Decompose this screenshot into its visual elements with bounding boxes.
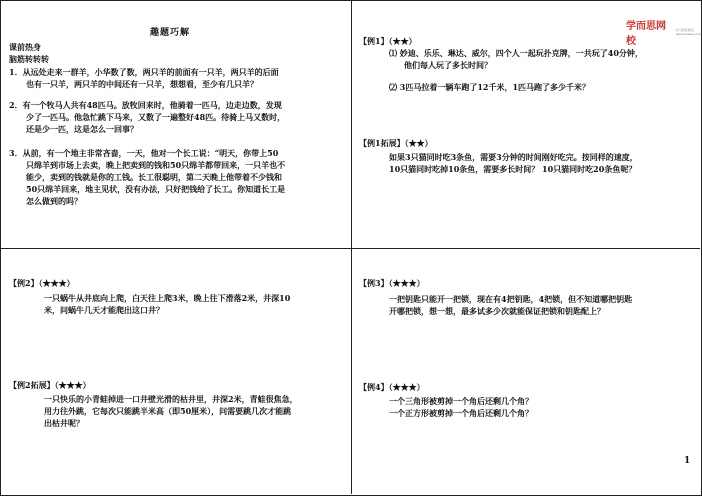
problem-3-line-4: 50只绵羊回来，地主见状，没有办法，只好把钱给了长工。你知道长工是 bbox=[26, 184, 286, 194]
logo-slogan: 学习改变命运 bbox=[675, 28, 694, 32]
problem-1-line-2: 也有一只羊，两只羊的中间还有一只羊，想想看，至少有几只羊？ bbox=[26, 79, 258, 89]
problem-3-line-3: 能少，卖到的钱就是你的工钱。长工很聪明，第二天晚上他带着不少钱和 bbox=[26, 172, 282, 182]
example-3-line-2: 开哪把锁，想一想，最多试多少次就能保证把锁和钥匙配上？ bbox=[389, 306, 605, 316]
example-1-extension-line-1: 如果3只猫同时吃3条鱼，需要3分钟的时间刚好吃完。按同样的速度， bbox=[389, 152, 638, 162]
example-1-extension-line-2: 10只猫同时吃掉10条鱼，需要多长时间？ 10只猫同时吃20条鱼呢？ bbox=[389, 164, 637, 174]
logo-text: 学而思网校 bbox=[626, 21, 666, 47]
example-1a-line-1: ⑴ 妙迪、乐乐、琳达、威尔，四个人一起玩扑克牌，一共玩了40分钟， bbox=[389, 48, 643, 58]
example-1a-line-2: 他们每人玩了多长时间？ bbox=[404, 60, 492, 70]
example-4-line-2: 一个正方形被剪掉一个角后还剩几个角？ bbox=[389, 408, 533, 418]
example-2-extension-line-2: 用力往外跳，它每次只能跳半米高（即50厘米），问需要跳几次才能跳 bbox=[44, 406, 292, 416]
example-4-line-1: 一个三角形被剪掉一个角后还剩几个角？ bbox=[389, 396, 533, 406]
problem-3-line-5: 怎么做到的吗？ bbox=[26, 196, 82, 206]
example-1b: ⑵ 3匹马拉着一辆车跑了12千米，1匹马跑了多少千米？ bbox=[389, 82, 591, 92]
school-logo bbox=[626, 21, 702, 47]
page-number: 1 bbox=[684, 456, 691, 466]
example-1-label: 【例1】（★★） bbox=[359, 36, 417, 46]
example-2-extension-line-1: 一只快乐的小青蛙掉进一口井壁光滑的枯井里，井深2米，青蛙很焦急， bbox=[44, 394, 298, 404]
example-2-label: 【例2】（★★★） bbox=[9, 278, 75, 288]
example-4-label: 【例4】（★★★） bbox=[359, 382, 425, 392]
example-1-extension-label: 【例1拓展】（★★） bbox=[359, 138, 433, 148]
example-3-label: 【例3】（★★★） bbox=[359, 278, 425, 288]
example-2-extension-line-3: 出枯井呢？ bbox=[44, 418, 84, 428]
example-2-line-1: 一只蜗牛从井底向上爬，白天往上爬3米，晚上往下滑落2米，井深10 bbox=[44, 293, 291, 303]
example-2-extension-label: 【例2拓展】（★★★） bbox=[9, 380, 91, 390]
vertical-divider bbox=[351, 0, 352, 494]
example-2-line-2: 米，问蜗牛几天才能爬出这口井？ bbox=[44, 305, 164, 315]
example-3-line-1: 一把钥匙只能开一把锁，现在有4把钥匙，4把锁，但不知道哪把钥匙 bbox=[389, 294, 633, 304]
problem-2-line-1: 2．有一个牧马人共有48匹马。放牧回来时，他骑着一匹马，边走边数，发现 bbox=[9, 100, 282, 110]
logo-url: www.xueersi.com bbox=[675, 32, 702, 36]
horizontal-divider bbox=[0, 248, 700, 249]
section-brain-teaser: 脑筋转转转 bbox=[9, 54, 49, 64]
logo-subtext bbox=[676, 28, 702, 36]
section-warmup: 课前热身 bbox=[9, 42, 41, 52]
problem-2-line-3: 还是少一匹，这是怎么一回事？ bbox=[26, 124, 138, 134]
problem-1-line-1: 1．从远处走来一群羊，小华数了数，两只羊的前面有一只羊，两只羊的后面 bbox=[9, 67, 279, 77]
problem-3-line-1: 3．从前，有一个地主非常吝啬，一天，他对一个长工说：“明天，你带上50 bbox=[9, 148, 279, 158]
page-title: 趣题巧解 bbox=[150, 28, 191, 38]
problem-3-line-2: 只绵羊到市场上去卖，晚上把卖到的钱和50只绵羊都带回来，一只羊也不 bbox=[26, 160, 286, 170]
problem-2-line-2: 少了一匹马。他急忙跳下马来，又数了一遍整好48匹。待骑上马又数时， bbox=[26, 112, 286, 122]
